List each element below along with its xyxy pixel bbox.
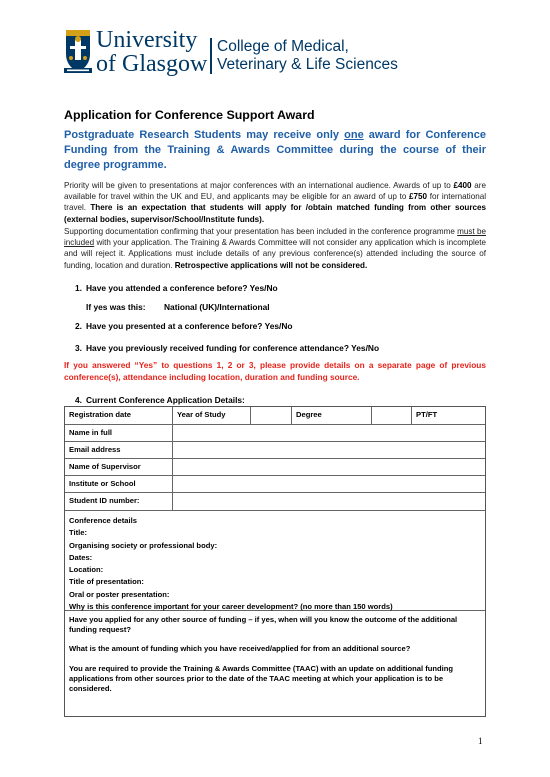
header-divider <box>210 38 212 74</box>
notice-emphasis: one <box>344 129 364 141</box>
email-address-input[interactable] <box>172 442 485 458</box>
institute-input[interactable] <box>172 476 485 492</box>
field-label: Institute or School <box>69 479 136 488</box>
priority-amount-uk: £400 <box>453 181 472 190</box>
table-row <box>65 476 485 493</box>
presentation-title-label: Title of presentation: <box>69 577 144 587</box>
priority-text2: are available for travel within the UK and EU, and applicants may be eligible for an award of up to <box>64 181 486 202</box>
table-header-row <box>65 407 485 425</box>
field-label: Name of Supervisor <box>69 462 141 471</box>
supporting-text1: Supporting documentation confirming that your presentation has been included in the conference programme <box>64 227 458 236</box>
table-row <box>65 425 485 442</box>
dates-label: Dates: <box>69 552 93 562</box>
table-row <box>65 493 485 511</box>
question-3 <box>75 343 379 353</box>
other-funding-question: Have you applied for any other source of funding – if yes, when will you know the outcome of the additional funding request? <box>69 615 458 635</box>
question-text: Have you attended a conference before? Yes/No <box>86 283 278 293</box>
name-in-full-input[interactable] <box>172 425 485 441</box>
degree-value-cell[interactable] <box>371 407 411 424</box>
section-number: 4. <box>75 395 82 405</box>
priority-amount-intl: £750 <box>409 192 428 202</box>
university-name-line2: of Glasgow <box>96 51 208 77</box>
field-label: Email address <box>69 445 121 454</box>
previous-conferences-warning: If you answered “Yes” to questions 1, 2 or 3, please provide details on a separate page of previous conference(s), attendance including location, duration and funding source. <box>64 360 486 382</box>
organising-body-label: Organising society or professional body: <box>69 540 218 550</box>
supporting-text2: with your application. The Training & Awards Committee will not consider any application which is incomplete and will reject it. Applications must include details of any previous conference(s) attended including the source of funding, location and duration. <box>64 238 486 270</box>
registration-date-cell[interactable]: Registration date <box>69 410 132 419</box>
field-label: Student ID number: <box>69 496 140 505</box>
letterhead <box>64 28 424 78</box>
question-text: Have you presented at a conference before? Yes/No <box>86 321 293 331</box>
supporting-underlined: must be included <box>64 227 486 248</box>
eligibility-notice <box>64 128 486 173</box>
college-name-line2: Veterinary & Life Sciences <box>217 56 398 73</box>
if-yes-options: National (UK)/International <box>164 302 270 312</box>
question-2 <box>75 321 293 331</box>
pt-ft-cell[interactable]: PT/FT <box>411 407 485 424</box>
university-crest-logo <box>64 28 92 74</box>
student-id-input[interactable] <box>172 493 485 510</box>
conference-details-heading: Conference details <box>69 516 137 525</box>
year-of-study-value-cell[interactable] <box>250 407 291 424</box>
notice-part1: Postgraduate Research Students may receive only <box>64 129 345 141</box>
if-yes-label: If yes was this: <box>86 302 146 312</box>
presentation-type-label: Oral or poster presentation: <box>69 589 170 599</box>
priority-matched-funding: There is an expectation that students will apply for /obtain matched funding from other sources (external bodies, supervisor/School/Institute funds). <box>64 203 486 224</box>
application-details-table <box>64 406 486 717</box>
priority-text3: for international travel. <box>64 192 486 213</box>
question-number: 2. <box>75 321 82 331</box>
priority-paragraph <box>64 180 486 225</box>
supporting-retrospective: Retrospective applications will not be considered. <box>174 260 368 270</box>
priority-text: Priority will be given to presentations at major conferences with an international audience. Awards of up to <box>64 181 454 190</box>
table-row <box>65 459 485 476</box>
funding-amount-question: What is the amount of funding which you have received/applied for from an additional source? <box>69 644 411 654</box>
supervisor-input[interactable] <box>172 459 485 475</box>
section-title: Current Conference Application Details: <box>86 395 245 405</box>
field-label: Name in full <box>69 428 113 437</box>
conference-title-label: Title: <box>69 528 88 538</box>
document-title: Application for Conference Support Award <box>64 108 315 122</box>
conference-details-section[interactable] <box>65 511 485 611</box>
supporting-docs-paragraph <box>64 226 486 271</box>
location-label: Location: <box>69 565 104 575</box>
year-of-study-cell[interactable]: Year of Study <box>172 407 250 424</box>
college-name <box>217 38 398 74</box>
question-number: 1. <box>75 283 82 293</box>
page-number: 1 <box>478 736 483 746</box>
question-1 <box>75 283 278 293</box>
degree-cell[interactable]: Degree <box>291 407 371 424</box>
other-funding-section[interactable] <box>65 611 485 716</box>
table-row <box>65 442 485 459</box>
taac-update-note: You are required to provide the Training & Awards Committee (TAAC) with an update on additional funding applications from other sources prior to the date of the TAAC meeting at which your application is to be considered. <box>69 663 454 694</box>
question-number: 3. <box>75 343 82 353</box>
section-4-heading <box>75 395 245 405</box>
notice-part2: award for Conference Funding from the Training & Awards Committee during the course of their degree programme. <box>64 129 486 171</box>
college-name-line1: College of Medical, <box>217 38 349 55</box>
question-text: Have you previously received funding for conference attendance? Yes/No <box>86 343 380 353</box>
university-name-line1: University <box>96 27 198 53</box>
if-yes-line <box>86 302 270 312</box>
career-importance-label: Why is this conference important for your career development? (no more than 150 words) <box>69 602 393 612</box>
